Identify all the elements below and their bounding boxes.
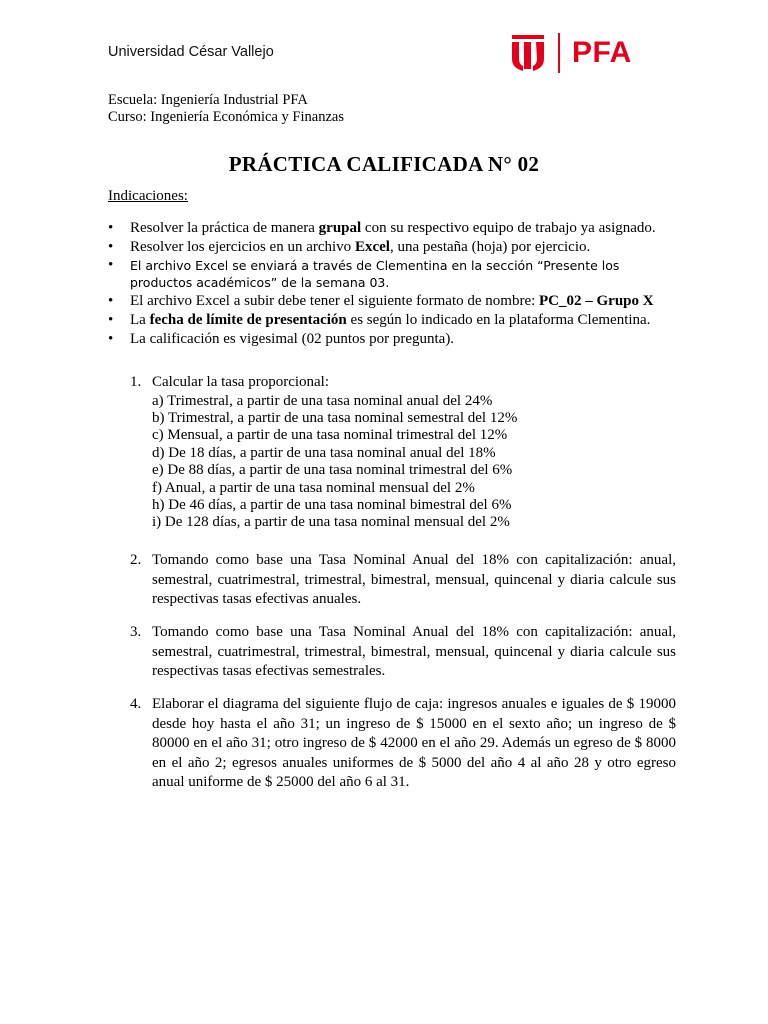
university-name: Universidad César Vallejo [108, 44, 274, 60]
question-1 [130, 373, 676, 532]
course-info [108, 92, 344, 126]
question-3 [130, 623, 676, 682]
list-item: • Resolver los ejercicios en un archivo Excel, una pestaña (hoja) por ejercicio. [108, 239, 591, 255]
bullet-icon: • [108, 331, 114, 347]
list-item: • El archivo Excel a subir debe tener el siguiente formato de nombre: PC_02 – Grupo X [108, 293, 654, 309]
list-item: f) Anual, a partir de una tasa nominal mensual del 2% [152, 479, 475, 496]
list-item: • La fecha de límite de presentación es según lo indicado en la plataforma Clementina. [108, 312, 651, 328]
bullet-icon: • [108, 312, 114, 328]
question-1-items [152, 393, 676, 532]
question-text: Elaborar el diagrama del siguiente flujo de caja: ingresos anuales e iguales de $ 19000 desde hoy hasta el año 31; un ingreso de $ 15000 en el sexto año; un ingreso de $ 80000 en el año 31; otro ingreso de $ 42000 en el año 29. Además un egreso de $ 8000 en el año 2; egresos anuales uniformes de $ 5000 del año 4 al año 28 y otro egreso anual uniforme de $ 25000 del año 6 al 31. [152, 696, 676, 790]
question-number: 1. [130, 374, 142, 390]
list-item: e) De 88 días, a partir de una tasa nominal trimestral del 6% [152, 462, 513, 479]
question-text: Calcular la tasa proporcional: [152, 374, 330, 390]
list-item: • Resolver la práctica de manera grupal con su respectivo equipo de trabajo ya asignado. [108, 220, 656, 236]
list-item: b) Trimestral, a partir de una tasa nominal semestral del 12% [152, 409, 518, 426]
bullet-icon: • [108, 239, 114, 255]
question-number: 3. [130, 624, 142, 640]
list-item: a) Trimestral, a partir de una tasa nominal anual del 24% [152, 392, 493, 409]
list-item: • La calificación es vigesimal (02 puntos por pregunta). [108, 331, 455, 347]
bullet-icon: • [108, 257, 114, 273]
list-item: i) De 128 días, a partir de una tasa nominal mensual del 2% [152, 514, 510, 531]
indicaciones-heading: Indicaciones: [108, 188, 188, 204]
question-number: 2. [130, 552, 142, 568]
list-item: • El archivo Excel se enviará a través de Clementina en la sección “Presente los productos académicos” de la semana 03. [108, 257, 620, 290]
question-text: Tomando como base una Tasa Nominal Anual del 18% con capitalización: anual, semestral, cuatrimestral, trimestral, bimestral, mensual, quincenal y diaria calcule sus respectivas tasas efectivas semestrales. [152, 624, 676, 679]
indicaciones-list [108, 219, 668, 349]
logo-divider [558, 33, 560, 73]
question-number: 4. [130, 696, 142, 712]
question-2 [130, 551, 676, 610]
bullet-icon: • [108, 220, 114, 236]
page-title: PRÁCTICA CALIFICADA N° 02 [228, 152, 540, 176]
list-item: c) Mensual, a partir de una tasa nominal trimestral del 12% [152, 427, 508, 444]
escuela-line: Escuela: Ingeniería Industrial PFA [108, 92, 308, 108]
bullet-icon: • [108, 293, 114, 309]
curso-line: Curso: Ingeniería Económica y Finanzas [108, 109, 344, 125]
question-text: Tomando como base una Tasa Nominal Anual del 18% con capitalización: anual, semestral, cuatrimestral, trimestral, bimestral, mensual, quincenal y diaria calcule sus respectivas tasas efectivas anuales. [152, 552, 676, 607]
question-4 [130, 695, 676, 793]
list-item: d) De 18 días, a partir de una tasa nominal anual del 18% [152, 444, 496, 461]
university-logo [510, 32, 632, 74]
list-item: h) De 46 días, a partir de una tasa nominal bimestral del 6% [152, 496, 512, 513]
logo-text: PFA [572, 36, 632, 69]
ucv-emblem-icon [510, 33, 546, 73]
